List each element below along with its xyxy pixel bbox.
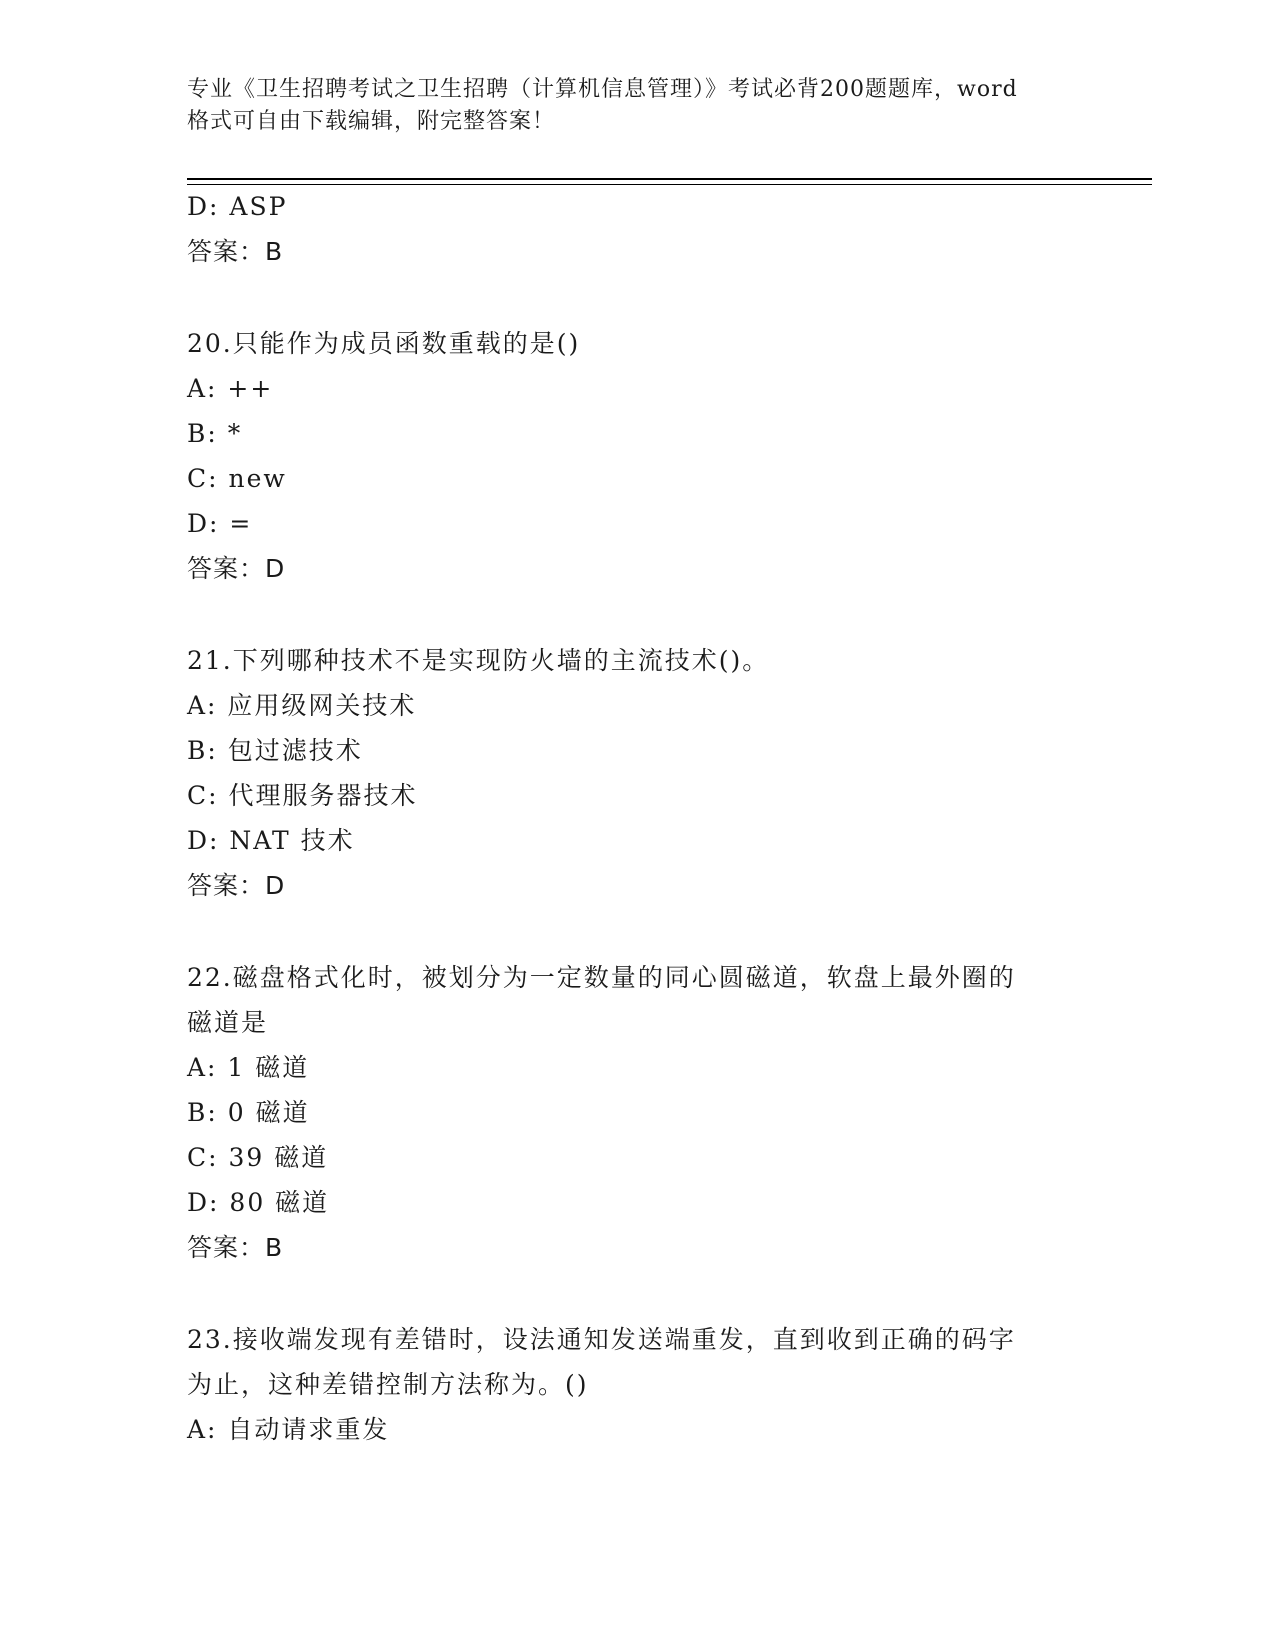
q20-option-a: A: ++ [187,374,274,403]
q22-option-a: A: 1 磁道 [187,1053,310,1082]
header-divider-thick [187,178,1152,180]
header-line-2: 格式可自由下载编辑，附完整答案！ [187,109,556,134]
q21-answer: 答案：D [187,871,286,900]
q22-question-line-1: 22.磁盘格式化时，被划分为一定数量的同心圆磁道，软盘上最外圈的 [187,963,1016,992]
q21-option-d: D: NAT 技术 [187,826,355,855]
q22-option-c: C: 39 磁道 [187,1143,329,1172]
document-header [187,74,1087,138]
q22-option-b: B: 0 磁道 [187,1098,310,1127]
header-line-1: 专业《卫生招聘考试之卫生招聘（计算机信息管理）》考试必背200题题库，word [187,77,1018,102]
header-divider-thin [187,184,1152,185]
q20-answer: 答案：D [187,554,286,583]
q23-question-line-1: 23.接收端发现有差错时，设法通知发送端重发，直到收到正确的码字 [187,1325,1016,1354]
q20-option-b: B: * [187,419,243,448]
q23-question-line-2: 为止，这种差错控制方法称为。() [187,1370,589,1399]
q22-answer: 答案：B [187,1233,284,1262]
q22-question-line-2: 磁道是 [187,1008,269,1037]
q23-option-a: A: 自动请求重发 [187,1415,390,1444]
q21-option-a: A: 应用级网关技术 [187,691,417,720]
q21-option-b: B: 包过滤技术 [187,736,363,765]
q19-option-d: D: ASP [187,192,288,221]
q20-question: 20.只能作为成员函数重载的是() [187,329,581,358]
q20-option-c: C: new [187,464,287,493]
q21-question: 21.下列哪种技术不是实现防火墙的主流技术()。 [187,646,770,675]
q20-option-d: D: = [187,509,253,538]
q19-answer: 答案：B [187,237,284,266]
q22-option-d: D: 80 磁道 [187,1188,330,1217]
q21-option-c: C: 代理服务器技术 [187,781,418,810]
